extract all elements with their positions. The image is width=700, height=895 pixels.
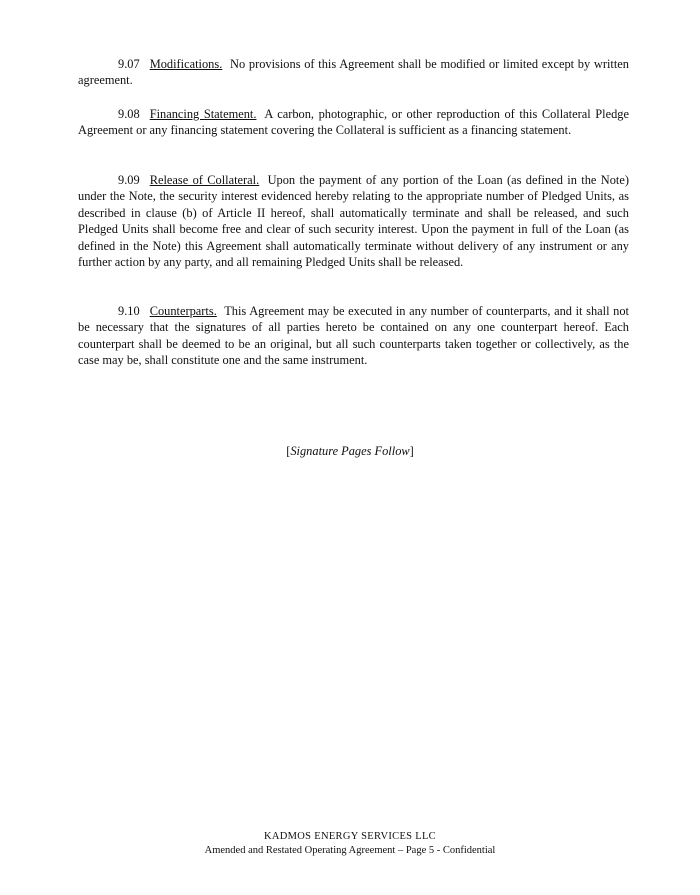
footer-page-info: Amended and Restated Operating Agreement – Page 5 - Confidential [204, 844, 496, 856]
section-title: Release of Collateral. [149, 173, 260, 187]
section-body: This Agreement may be executed in any number of counterparts, and it shall not be necessary that the signatures of all parties hereto be contained on any one counterpart hereof. Each counterpart shall be deemed to be an original, but all such counterparts taken together or collectively, as the case may be, shall constitute one and the same instrument. [78, 304, 629, 368]
section-body: Upon the payment of any portion of the Loan (as defined in the Note) under the Note, the security interest evidenced hereby relating to the appropriate number of Pledged Units, as described in clause (b) of Article II hereof, shall automatically terminate and shall be released, and such Pledged Units shall become free and clear of such security interest. Upon the payment in full of the Loan (as defined in the Note) this Agreement shall automatically terminate without delivery of any instrument or any further action by any party, and all remaining Pledged Units shall be released. [78, 173, 629, 270]
section-number: 9.07 [118, 57, 140, 71]
section-9-10 [78, 303, 629, 369]
close-bracket: ] [409, 444, 414, 458]
section-body: A carbon, photographic, or other reproduction of this Collateral Pledge Agreement or any financing statement covering the Collateral is sufficient as a financing statement. [78, 107, 629, 138]
section-title: Counterparts. [149, 304, 217, 318]
page-footer [0, 830, 700, 857]
signature-pages-follow-note [0, 444, 700, 459]
section-9-07 [78, 56, 629, 89]
section-9-09 [78, 172, 629, 270]
section-number: 9.09 [118, 173, 140, 187]
section-body: No provisions of this Agreement shall be modified or limited except by written agreement. [78, 57, 629, 88]
footer-company: KADMOS ENERGY SERVICES LLC [264, 831, 436, 842]
section-9-08 [78, 106, 629, 139]
open-bracket: [ [286, 444, 291, 458]
section-number: 9.08 [118, 107, 140, 121]
section-number: 9.10 [118, 304, 140, 318]
section-title: Modifications. [149, 57, 223, 71]
section-title: Financing Statement. [149, 107, 257, 121]
signature-note-text: Signature Pages Follow [290, 444, 410, 458]
